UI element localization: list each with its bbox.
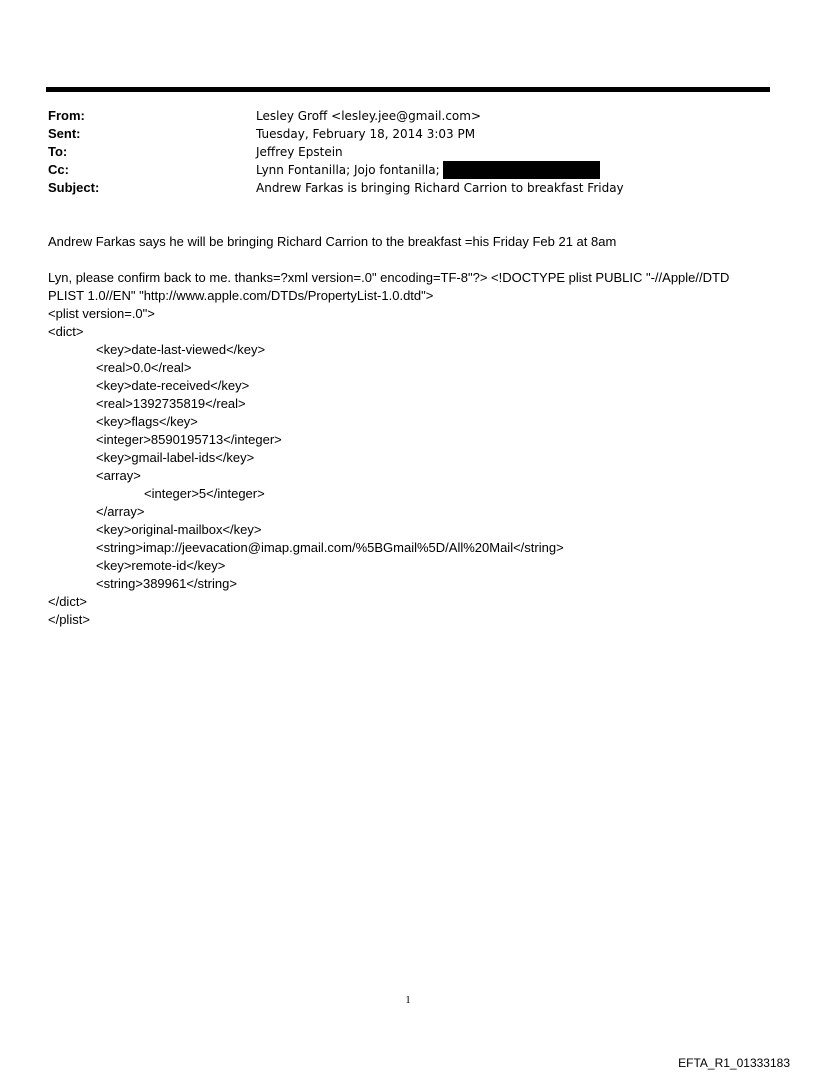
subject-label: Subject: (48, 180, 100, 195)
to-label: To: (48, 144, 68, 159)
from-value: Lesley Groff <lesley.jee@gmail.com> (256, 109, 482, 123)
body-line: PLIST 1.0//EN" "http://www.apple.com/DTDs/PropertyList-1.0.dtd"> (48, 288, 434, 303)
plist-line: <key>gmail-label-ids</key> (96, 450, 255, 465)
document-id: EFTA_R1_01333183 (678, 1056, 790, 1070)
sent-label: Sent: (48, 126, 81, 141)
subject-row (48, 179, 770, 197)
plist-line: <real>1392735819</real> (96, 396, 246, 411)
page-number: 1 (405, 994, 411, 1006)
cc-label: Cc: (48, 162, 69, 177)
plist-line: </plist> (48, 612, 90, 627)
plist-line: <array> (96, 468, 141, 483)
to-value: Jeffrey Epstein (256, 145, 343, 159)
header-top-rule (46, 87, 770, 92)
body-line: Lyn, please confirm back to me. thanks=?xml version=.0" encoding=TF-8"?> <!DOCTYPE plist PUBLIC "-//Apple//DTD (48, 270, 730, 285)
to-row (48, 143, 770, 161)
body-paragraph-1: Andrew Farkas says he will be bringing Richard Carrion to the breakfast =his Friday Feb 21 at 8am (48, 234, 617, 249)
plist-line: </dict> (48, 594, 88, 609)
sent-value: Tuesday, February 18, 2014 3:03 PM (256, 127, 476, 141)
plist-line: <key>flags</key> (96, 414, 198, 429)
plist-line: <string>389961</string> (96, 576, 237, 591)
email-body (48, 233, 788, 629)
sent-row (48, 125, 770, 143)
body-paragraph-2 (48, 269, 788, 629)
redaction-block (443, 161, 600, 179)
plist-line: </array> (96, 504, 145, 519)
plist-line: <key>remote-id</key> (96, 558, 226, 573)
cc-row (48, 161, 770, 179)
plist-line: <real>0.0</real> (96, 360, 192, 375)
email-header (48, 107, 770, 197)
plist-line: <integer>5</integer> (144, 486, 265, 501)
from-row (48, 107, 770, 125)
plist-line: <integer>8590195713</integer> (96, 432, 282, 447)
from-label: From: (48, 108, 85, 123)
plist-line: <string>imap://jeevacation@imap.gmail.com/%5BGmail%5D/All%20Mail</string> (96, 540, 564, 555)
cc-value: Lynn Fontanilla; Jojo fontanilla; (256, 163, 440, 177)
cc-value-container (256, 161, 770, 179)
plist-line: <key>original-mailbox</key> (96, 522, 262, 537)
plist-line: <key>date-last-viewed</key> (96, 342, 266, 357)
plist-line: <plist version=.0"> (48, 306, 155, 321)
subject-value: Andrew Farkas is bringing Richard Carrion to breakfast Friday (256, 181, 624, 195)
plist-line: <dict> (48, 324, 84, 339)
plist-line: <key>date-received</key> (96, 378, 250, 393)
